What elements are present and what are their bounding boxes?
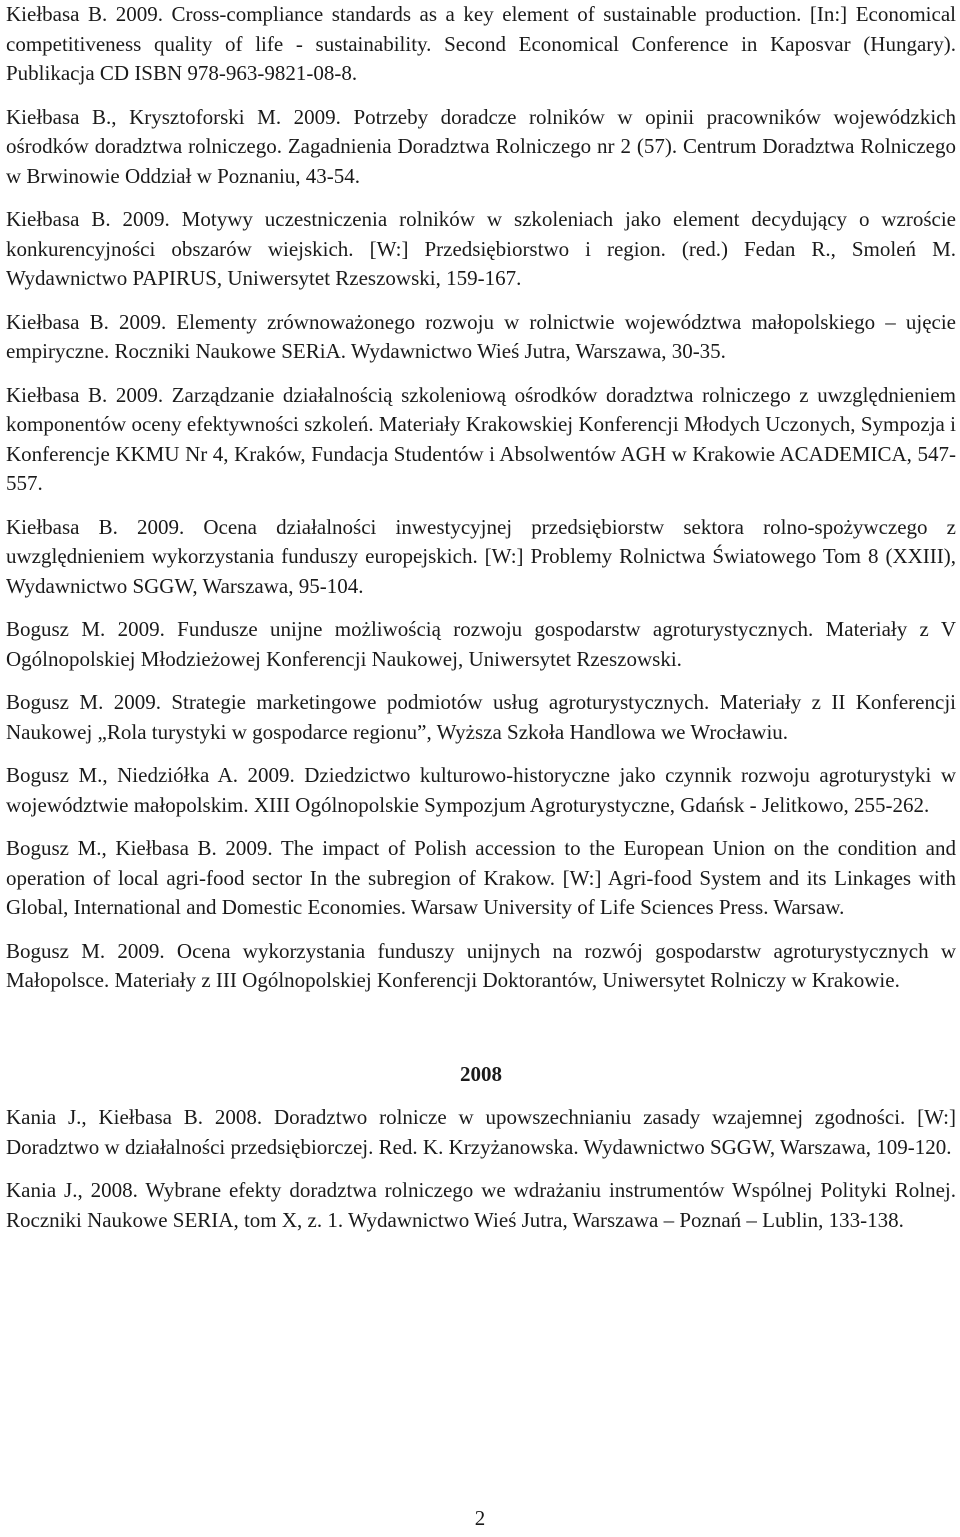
reference-entry: Kiełbasa B. 2009. Ocena działalności inwestycyjnej przedsiębiorstw sektora rolno-spożywczego z uwzględnieniem wykorzystania funduszy europejskich. [W:] Problemy Rolnictwa Światowego Tom 8 (XXIII), Wydawnictwo SGGW, Warszawa, 95-104. bbox=[6, 514, 956, 598]
reference-entry: Bogusz M., Niedziółka A. 2009. Dziedzictwo kulturowo-historyczne jako czynnik rozwoju agroturystyki w województwie małopolskim. XIII Ogólnopolskie Sympozjum Agroturystyczne, Gdańsk - Jelitkowo, 255-262. bbox=[6, 763, 956, 817]
reference-list-2009 bbox=[6, 0, 956, 996]
reference-entry: Kiełbasa B. 2009. Zarządzanie działalnością szkoleniową ośrodków doradztwa rolniczego z uwzględnieniem komponentów oceny efektywności szkoleń. Materiały Krakowskiej Konferencji Młodych Uczonych, Sympozja i Konferencje KKMU Nr 4, Kraków, Fundacja Studentów i Absolwentów AGH w Krakowie ACADEMICA, 547-557. bbox=[6, 382, 956, 495]
reference-entry: Kiełbasa B., Krysztoforski M. 2009. Potrzeby doradcze rolników w opinii pracowników wojewódzkich ośrodków doradztwa rolniczego. Zagadnienia Doradztwa Rolniczego nr 2 (57). Centrum Doradztwa Rolniczego w Brwinowie Oddział w Poznaniu, 43-54. bbox=[6, 104, 956, 188]
reference-entry: Bogusz M. 2009. Strategie marketingowe podmiotów usług agroturystycznych. Materiały z II Konferencji Naukowej „Rola turystyki w gospodarce regionu”, Wyższa Szkoła Handlowa we Wrocławiu. bbox=[6, 690, 956, 744]
page-number: 2 bbox=[474, 1506, 486, 1530]
reference-entry: Bogusz M. 2009. Fundusze unijne możliwością rozwoju gospodarstw agroturystycznych. Materiały z V Ogólnopolskiej Młodzieżowej Konferencji Naukowej, Uniwersytet Rzeszowski. bbox=[6, 617, 956, 671]
reference-entry: Kiełbasa B. 2009. Motywy uczestniczenia rolników w szkoleniach jako element decydujący o wzroście konkurencyjności obszarów wiejskich. [W:] Przedsiębiorstwo i region. (red.) Fedan R., Smoleń M. Wydawnictwo PAPIRUS, Uniwersytet Rzeszowski, 159-167. bbox=[6, 207, 956, 290]
reference-list-2008 bbox=[6, 1103, 956, 1235]
reference-entry: Kania J., 2008. Wybrane efekty doradztwa rolniczego we wdrażaniu instrumentów Wspólnej Polityki Rolnej. Roczniki Naukowe SERIA, tom X, z. 1. Wydawnictwo Wieś Jutra, Warszawa – Poznań – Lublin, 133-138. bbox=[6, 1178, 956, 1232]
reference-entry: Bogusz M., Kiełbasa B. 2009. The impact of Polish accession to the European Union on the condition and operation of local agri-food sector In the subregion of Krakow. [W:] Agri-food System and its Linkages with Global, International and Domestic Economies. Warsaw University of Life Sciences Press. Warsaw. bbox=[6, 836, 956, 919]
year-heading-2008: 2008 bbox=[460, 1061, 502, 1086]
reference-entry: Kania J., Kiełbasa B. 2008. Doradztwo rolnicze w upowszechnianiu zasady wzajemnej zgodności. [W:] Doradztwo w działalności przedsiębiorczej. Red. K. Krzyżanowska. Wydawnictwo SGGW, Warszawa, 109-120. bbox=[6, 1105, 956, 1159]
document-page bbox=[6, 0, 956, 1249]
reference-entry: Kiełbasa B. 2009. Elementy zrównoważonego rozwoju w rolnictwie województwa małopolskiego – ujęcie empiryczne. Roczniki Naukowe SERiA. Wydawnictwo Wieś Jutra, Warszawa, 30-35. bbox=[6, 309, 956, 363]
reference-entry: Kiełbasa B. 2009. Cross-compliance standards as a key element of sustainable production. [In:] Economical competitiveness quality of life - sustainability. Second Economical Conference in Kaposvar (Hungary). Publikacja CD ISBN 978-963-9821-08-8. bbox=[6, 2, 956, 85]
reference-entry: Bogusz M. 2009. Ocena wykorzystania funduszy unijnych na rozwój gospodarstw agroturystycznych w Małopolsce. Materiały z III Ogólnopolskiej Konferencji Doktorantów, Uniwersytet Rolniczy w Krakowie. bbox=[6, 938, 956, 992]
